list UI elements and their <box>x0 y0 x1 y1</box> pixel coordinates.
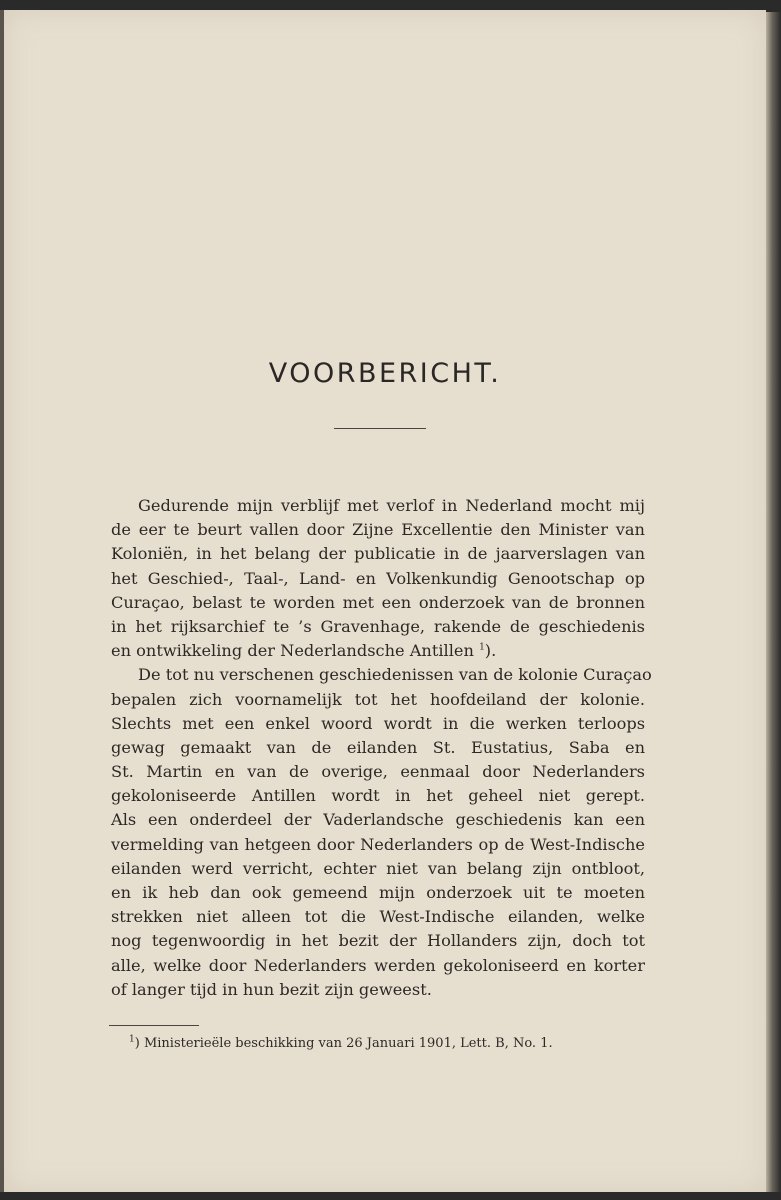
text-line: alle, welke door Nederlanders werden gekoloniseerd en korter <box>111 955 645 975</box>
text-line: of langer tijd in hun bezit zijn geweest. <box>111 979 432 999</box>
text-line: eilanden werd verricht, echter niet van belang zijn ontbloot, <box>111 858 645 878</box>
text-line: het Geschied-, Taal-, Land- en Volkenkundig Genootschap op <box>111 568 645 588</box>
page-title: VOORBERICHT. <box>268 358 502 390</box>
text-line-final <box>111 639 645 663</box>
page-edge <box>766 12 781 1192</box>
book-page <box>4 10 766 1192</box>
text-line-content: en ontwikkeling der Nederlandsche Antillen <box>111 641 474 661</box>
text-line: nog tegenwoordig in het bezit der Hollanders zijn, doch tot <box>111 931 645 951</box>
text-line: strekken niet alleen tot die West-Indische eilanden, welke <box>111 907 645 927</box>
text-line: gekoloniseerde Antillen wordt in het geheel niet gerept. <box>111 786 645 806</box>
text-line: in het rijksarchief te ’s Gravenhage, rakende de geschiedenis <box>111 616 645 636</box>
text-line: vermelding van hetgeen door Nederlanders op de West-Indische <box>111 834 645 854</box>
text-line: Slechts met een enkel woord wordt in die werken terloops <box>111 713 645 733</box>
preface-body <box>111 494 652 1002</box>
footnote-reference: 1 <box>479 642 485 653</box>
text-line: De tot nu verschenen geschiedenissen van de kolonie Curaçao <box>138 665 652 685</box>
text-line: Als een onderdeel der Vaderlandsche geschiedenis kan een <box>111 810 645 830</box>
footnote-reference-close: ). <box>484 641 497 661</box>
title-divider <box>334 428 426 429</box>
footnote-marker: 1 <box>129 1034 135 1045</box>
footnote-divider <box>109 1025 199 1026</box>
text-line: de eer te beurt vallen door Zijne Excellentie den Minister van <box>111 520 645 540</box>
text-line: St. Martin en van de overige, eenmaal door Nederlanders <box>111 762 645 782</box>
text-line: bepalen zich voornamelijk tot het hoofdeiland der kolonie. <box>111 689 645 709</box>
text-line: gewag gemaakt van de eilanden St. Eustatius, Saba en <box>111 737 645 757</box>
text-line: Koloniën, in het belang der publicatie in de jaarverslagen van <box>111 544 645 564</box>
footnote-marker-close: ) <box>134 1036 140 1051</box>
footnote <box>129 1036 649 1051</box>
text-line: en ik heb dan ook gemeend mijn onderzoek uit te moeten <box>111 883 645 902</box>
text-line: Gedurende mijn verblijf met verlof in Nederland mocht mij <box>138 496 645 515</box>
footnote-text: Ministerieële beschikking van 26 Januari 1901, Lett. B, No. 1. <box>143 1036 553 1051</box>
text-line: Curaçao, belast te worden met een onderzoek van de bronnen <box>111 592 645 612</box>
